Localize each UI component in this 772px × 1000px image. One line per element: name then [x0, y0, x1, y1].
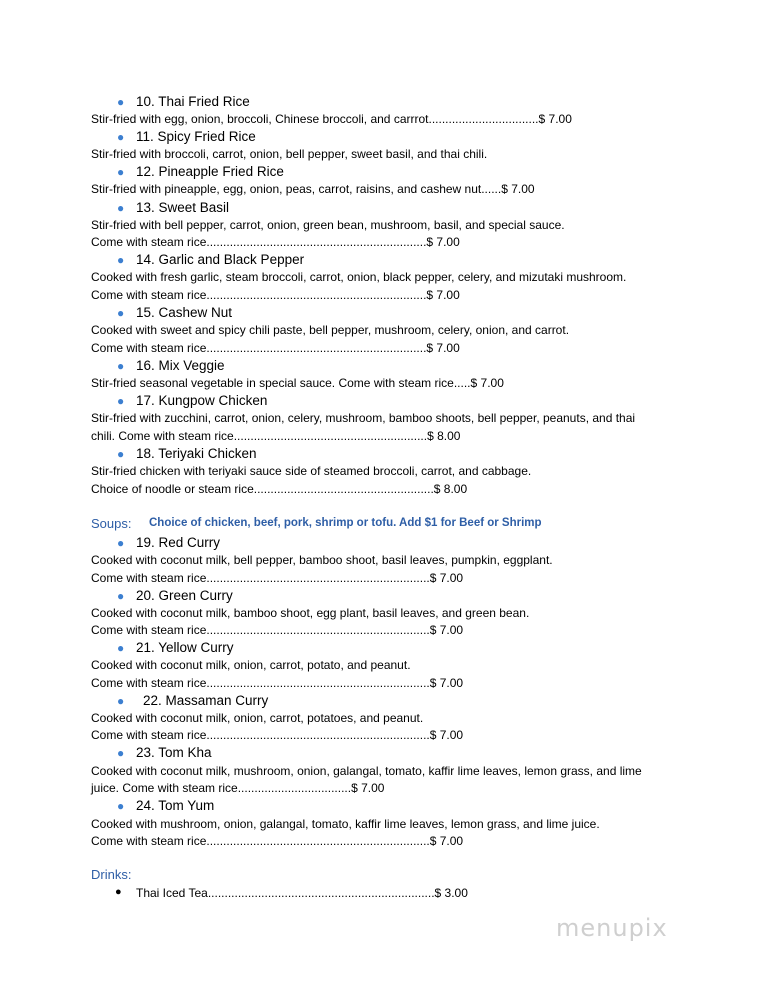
menu-item-name: 24. Tom Yum	[136, 798, 215, 813]
drink-item-text: Thai Iced Tea....................................................................$ 3.00	[136, 886, 468, 900]
menu-item-title	[117, 252, 305, 268]
menu-item-name: 15. Cashew Nut	[136, 305, 233, 320]
menu-item-price-line: Choice of noodle or steam rice......................................................$ 8.00	[91, 482, 468, 496]
menu-item-name: 11. Spicy Fried Rice	[136, 129, 256, 144]
menu-item-description: Cooked with mushroom, onion, galangal, tomato, kaffir lime leaves, lemon grass, and lime juice.	[91, 817, 600, 831]
menu-item-title	[117, 129, 256, 145]
menu-item-name: 18. Teriyaki Chicken	[136, 446, 257, 461]
bullet-icon: ●	[117, 165, 125, 179]
menu-item-name: 23. Tom Kha	[136, 745, 212, 760]
menu-item-name: 21. Yellow Curry	[136, 640, 234, 655]
menu-item-title	[117, 305, 233, 321]
bullet-icon: ●	[115, 886, 122, 898]
menu-item-title	[117, 588, 233, 604]
bullet-icon: ●	[117, 641, 125, 655]
menu-item-description: Cooked with coconut milk, onion, carrot, potatoes, and peanut.	[91, 711, 424, 725]
menu-item-price-line: juice. Come with steam rice..................................$ 7.00	[91, 781, 385, 795]
menu-item-title	[117, 798, 215, 814]
menu-item-title	[117, 446, 257, 462]
bullet-icon: ●	[117, 447, 125, 461]
drinks-heading: Drinks:	[91, 867, 132, 882]
menu-item-price-line: Come with steam rice...................................................................$ 7.00	[91, 676, 464, 690]
menu-item-name: 17. Kungpow Chicken	[136, 393, 268, 408]
menu-item-price-line: Come with steam rice...................................................................$ 7.00	[91, 571, 464, 585]
menu-item-price-line: Come with steam rice..................................................................$ 7.00	[91, 341, 460, 355]
bullet-icon: ●	[117, 589, 125, 603]
bullet-icon: ●	[117, 746, 125, 760]
bullet-icon: ●	[117, 306, 125, 320]
menu-item-description: Stir-fried with zucchini, carrot, onion, celery, mushroom, bamboo shoots, bell pepper, peanuts, and thai	[91, 411, 636, 425]
bullet-icon: ●	[117, 394, 125, 408]
menu-item-title	[117, 200, 230, 216]
bullet-icon: ●	[117, 359, 125, 373]
menu-item-description: Cooked with coconut milk, mushroom, onion, galangal, tomato, kaffir lime leaves, lemon grass, and lime	[91, 764, 642, 778]
menu-item-description: Stir-fried with bell pepper, carrot, onion, green bean, mushroom, basil, and special sauce.	[91, 218, 565, 232]
bullet-icon: ●	[117, 694, 125, 708]
bullet-icon: ●	[117, 201, 125, 215]
menu-item-title	[117, 94, 250, 110]
menu-item-title	[117, 164, 284, 180]
menupix-watermark: menupix	[556, 914, 668, 942]
menu-item-price-line: Come with steam rice..................................................................$ 7.00	[91, 235, 460, 249]
menu-item-description: Stir-fried with broccoli, carrot, onion, bell pepper, sweet basil, and thai chili.	[91, 147, 488, 161]
menu-item-name: 14. Garlic and Black Pepper	[136, 252, 305, 267]
menu-item-description: Stir-fried seasonal vegetable in special sauce. Come with steam rice.....$ 7.00	[91, 376, 504, 390]
menu-item-description: Cooked with coconut milk, bamboo shoot, egg plant, basil leaves, and green bean.	[91, 606, 530, 620]
menu-item-title	[117, 535, 221, 551]
menu-item-price-line: Come with steam rice...................................................................$ 7.00	[91, 834, 464, 848]
menu-item-price-line: Come with steam rice...................................................................$ 7.00	[91, 623, 464, 637]
menu-item-price-line: Come with steam rice...................................................................$ 7.00	[91, 728, 464, 742]
menu-item-description: Cooked with sweet and spicy chili paste, bell pepper, mushroom, celery, onion, and carrot.	[91, 323, 570, 337]
bullet-icon: ●	[117, 799, 125, 813]
menu-item-name: 20. Green Curry	[136, 588, 233, 603]
menu-item-name: 22. Massaman Curry	[143, 693, 269, 708]
menu-item-price-line: chili. Come with steam rice..........................................................$ 8.00	[91, 429, 461, 443]
menu-item-title	[117, 693, 269, 709]
soups-heading: Soups:	[91, 516, 132, 531]
menu-item-name: 19. Red Curry	[136, 535, 221, 550]
menu-item-title	[117, 640, 234, 656]
menu-item-name: 16. Mix Veggie	[136, 358, 225, 373]
menu-item-title	[117, 393, 268, 409]
menu-item-description: Stir-fried with pineapple, egg, onion, peas, carrot, raisins, and cashew nut......$ 7.00	[91, 182, 535, 196]
menu-item-description: Stir-fried chicken with teriyaki sauce side of steamed broccoli, carrot, and cabbage.	[91, 464, 532, 478]
menu-item-name: 10. Thai Fried Rice	[136, 94, 250, 109]
menu-item-price-line: Come with steam rice..................................................................$ 7.00	[91, 288, 460, 302]
menu-item-title	[117, 745, 212, 761]
menu-item-description: Cooked with fresh garlic, steam broccoli, carrot, onion, black pepper, celery, and mizutaki mushroom.	[91, 270, 627, 284]
bullet-icon: ●	[117, 130, 125, 144]
menu-item-name: 12. Pineapple Fried Rice	[136, 164, 284, 179]
menu-item-description: Stir-fried with egg, onion, broccoli, Chinese broccoli, and carrrot.................................$ 7.00	[91, 112, 572, 126]
soups-note: Choice of chicken, beef, pork, shrimp or tofu. Add $1 for Beef or Shrimp	[149, 517, 542, 529]
menu-item-title	[117, 358, 225, 374]
menu-item-description: Cooked with coconut milk, bell pepper, bamboo shoot, basil leaves, pumpkin, eggplant.	[91, 553, 553, 567]
drink-item	[115, 886, 468, 900]
menu-item-name: 13. Sweet Basil	[136, 200, 230, 215]
menu-item-description: Cooked with coconut milk, onion, carrot, potato, and peanut.	[91, 658, 411, 672]
bullet-icon: ●	[117, 95, 125, 109]
bullet-icon: ●	[117, 253, 125, 267]
bullet-icon: ●	[117, 536, 125, 550]
